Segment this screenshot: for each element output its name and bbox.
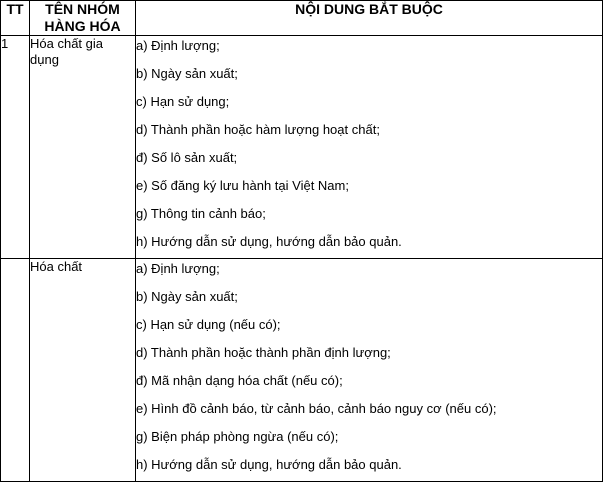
requirement-item: đ) Mã nhận dạng hóa chất (nếu có); — [136, 373, 343, 388]
requirement-item: c) Hạn sử dụng; — [136, 94, 230, 109]
row-group-name: Hóa chất gia dụng — [30, 36, 136, 259]
requirement-item: d) Thành phần hoặc hàm lượng hoạt chất; — [136, 122, 380, 137]
requirement-item: h) Hướng dẫn sử dụng, hướng dẫn bảo quản. — [136, 234, 402, 249]
requirement-item: e) Hình đồ cảnh báo, từ cảnh báo, cảnh báo nguy cơ (nếu có); — [136, 401, 497, 416]
row-tt: 1 — [1, 36, 30, 259]
row-requirements — [136, 259, 603, 482]
requirement-item: b) Ngày sản xuất; — [136, 66, 238, 81]
requirement-item: d) Thành phần hoặc thành phần định lượng; — [136, 345, 391, 360]
requirement-item: h) Hướng dẫn sử dụng, hướng dẫn bảo quản. — [136, 457, 402, 472]
row-requirements — [136, 36, 603, 259]
requirement-item: b) Ngày sản xuất; — [136, 289, 238, 304]
requirement-item: c) Hạn sử dụng (nếu có); — [136, 317, 281, 332]
header-row — [1, 1, 603, 36]
requirement-item: g) Biện pháp phòng ngừa (nếu có); — [136, 429, 339, 444]
table-row — [1, 36, 603, 259]
row-group-name: Hóa chất — [30, 259, 136, 482]
requirement-item: a) Định lượng; — [136, 38, 220, 53]
requirement-item: đ) Số lô sản xuất; — [136, 150, 238, 165]
table-row — [1, 259, 603, 482]
row-tt — [1, 259, 30, 482]
header-group-name: TÊN NHÓM HÀNG HÓA — [30, 1, 136, 36]
requirement-item: e) Số đăng ký lưu hành tại Việt Nam; — [136, 178, 349, 193]
requirement-item: g) Thông tin cảnh báo; — [136, 206, 266, 221]
header-tt: TT — [1, 1, 30, 36]
requirement-item: a) Định lượng; — [136, 261, 220, 276]
header-content: NỘI DUNG BẮT BUỘC — [136, 1, 603, 36]
